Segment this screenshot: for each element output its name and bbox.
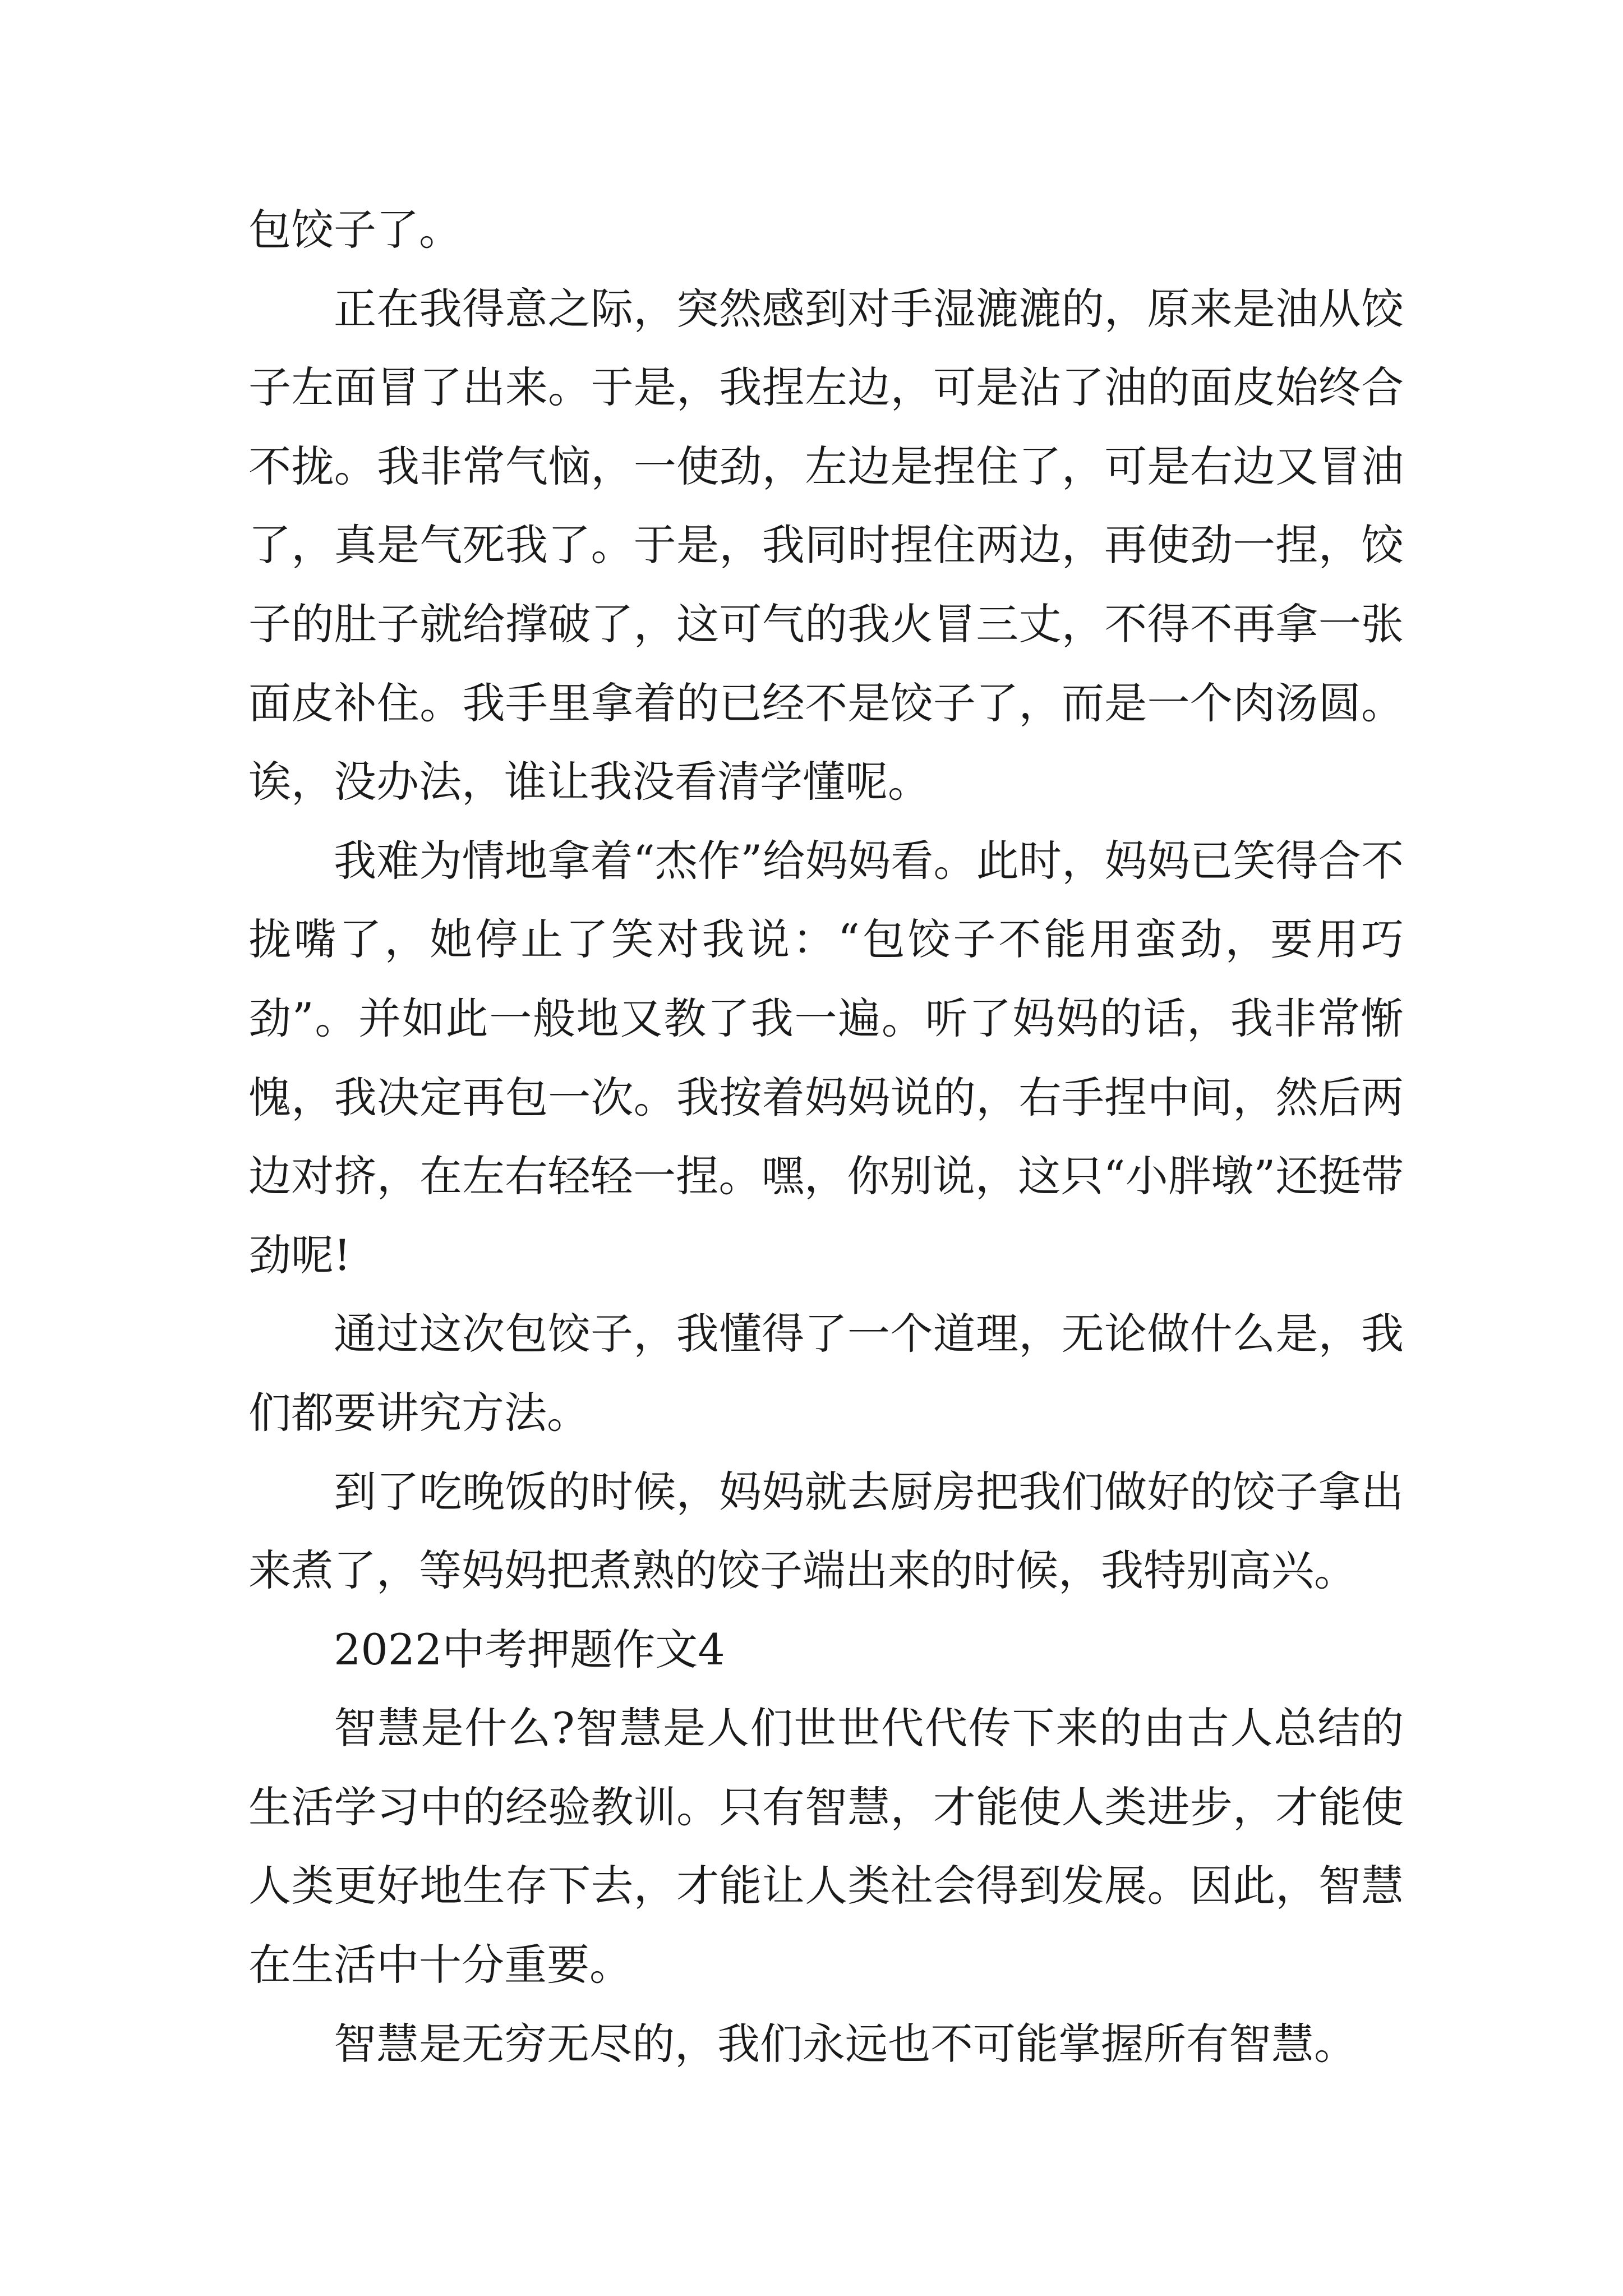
paragraph: 包饺子了。 [248,205,462,255]
paragraph: 正在我得意之际，突然感到对手湿漉漉的，原来是油从饺子左面冒了出来。于是，我捏左边，可是沾了油的面皮始终合不拢。我非常气恼，一使劲，左边是捏住了，可是右边又冒油了，真是气死我了。于是，我同时捏住两边，再使劲一捏，饺子的肚子就给撑破了，这可气的我火冒三丈，不得不再拿一张面皮补住。我手里拿着的已经不是饺子了，而是一个肉汤圆。诶，没办法，谁让我没看清学懂呢。 [248,283,1404,807]
paragraph: 通过这次包饺子，我懂得了一个道理，无论做什么是，我们都要讲究方法。 [248,1309,1404,1438]
paragraph: 到了吃晚饭的时候，妈妈就去厨房把我们做好的饺子拿出来煮了，等妈妈把煮熟的饺子端出来的时候，我特别高兴。 [248,1466,1404,1596]
paragraph: 智慧是什么?智慧是人们世世代代传下来的由古人总结的生活学习中的经验教训。只有智慧，才能使人类进步，才能使人类更好地生存下去，才能让人类社会得到发展。因此，智慧在生活中十分重要。 [248,1703,1404,1990]
paragraph: 我难为情地拿着“杰作”给妈妈看。此时，妈妈已笑得合不拢嘴了，她停止了笑对我说：“包饺子不能用蛮劲，要用巧劲”。并如此一般地又教了我一遍。听了妈妈的话，我非常惭愧，我决定再包一次。我按着妈妈说的，右手捏中间，然后两边对挤，在左右轻轻一捏。嘿，你别说，这只“小胖墩”还挺带劲呢! [248,835,1404,1280]
essay-heading: 2022中考押题作文4 [334,1624,725,1674]
paragraph: 智慧是无穷无尽的，我们永远也不可能掌握所有智慧。 [334,2018,1357,2069]
essay-body [248,191,1404,2083]
